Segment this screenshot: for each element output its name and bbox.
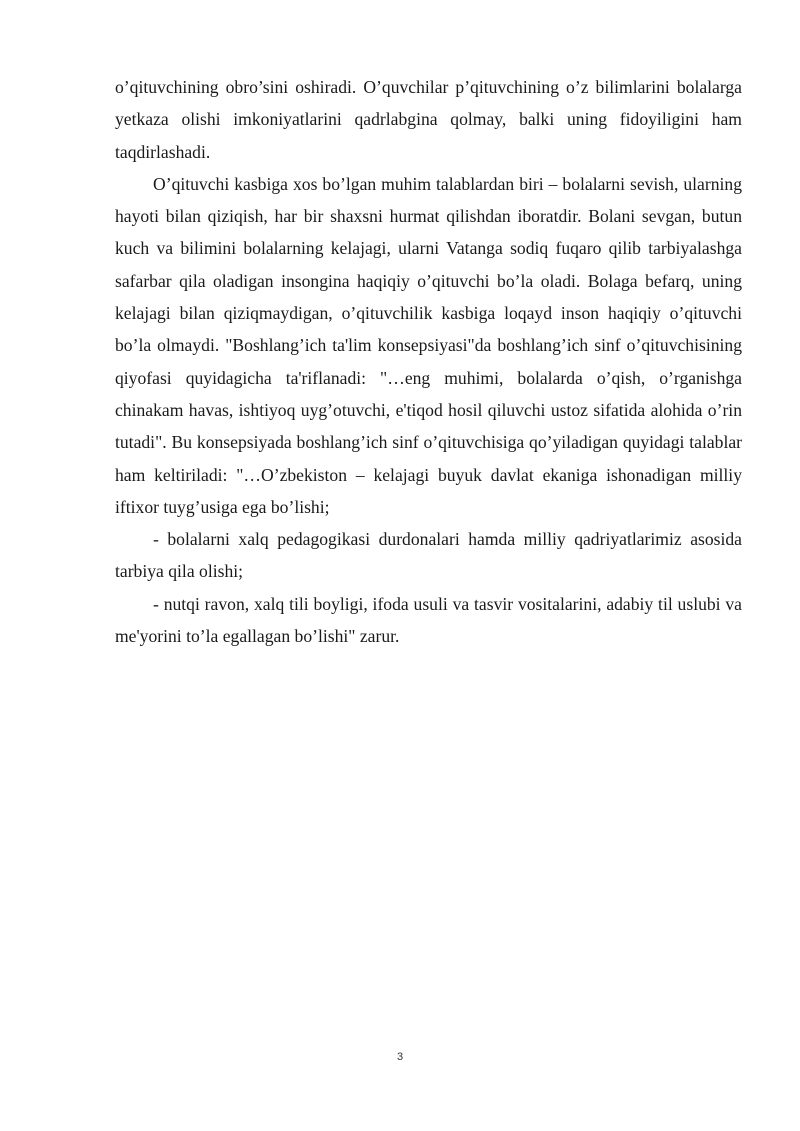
paragraph-4-list-item: - nutqi ravon, xalq tili boyligi, ifoda usuli va tasvir vositalarini, adabiy til uslubi va me'yorini to’la egallagan bo’lishi" zarur. xyxy=(115,593,742,647)
paragraph-3-list-item: - bolalarni xalq pedagogikasi durdonalari hamda milliy qadriyatlarimiz asosida tarbiya qila olishi; xyxy=(115,529,742,582)
paragraph-2: O’qituvchi kasbiga xos bo’lgan muhim talablardan biri – bolalarni sevish, ularning hayoti bilan qiziqish, har bir shaxsni hurmat qilishdan iboratdir. Bolani sevgan, butun kuch va bilimini bolalarning kelajagi, ularni Vatanga sodiq fuqaro qilib tarbiyalashga safarbar qila oladigan insongina haqiqiy o’qituvchi bo’la oladi. Bolaga befarq, uning kelajagi bilan qiziqmaydigan, o’qituvchilik kasbiga loqayd inson haqiqiy o’qituvchi bo’la olmaydi. "Boshlang’ich ta'lim konsepsiyasi"da boshlang’ich sinf o’qituvchisining qiyofasi quyidagicha ta'riflanadi: "…eng muhimi, bolalarda o’qish, o’rganishga chinakam havas, ishtiyoq uyg’otuvchi, e'tiqod hosil qiluvchi ustoz sifatida alohida o’rin tutadi". Bu konsepsiyada boshlang’ich sinf o’qituvchisiga qo’yiladigan quyidagi talablar ham keltiriladi: "…O’zbekiston – kelajagi buyuk davlat ekaniga ishonadigan milliy iftixor tuyg’usiga ega bo’lishi; xyxy=(115,173,742,517)
body-text xyxy=(115,71,742,652)
page-number: 3 xyxy=(396,1051,404,1063)
paragraph-1: o’qituvchining obro’sini oshiradi. O’quvchilar p’qituvchining o’z bilimlarini bolalarga yetkaza olishi imkoniyatlarini qadrlabgina qolmay, balki uning fidoyiligini ham taqdirlashadi. xyxy=(115,77,742,162)
